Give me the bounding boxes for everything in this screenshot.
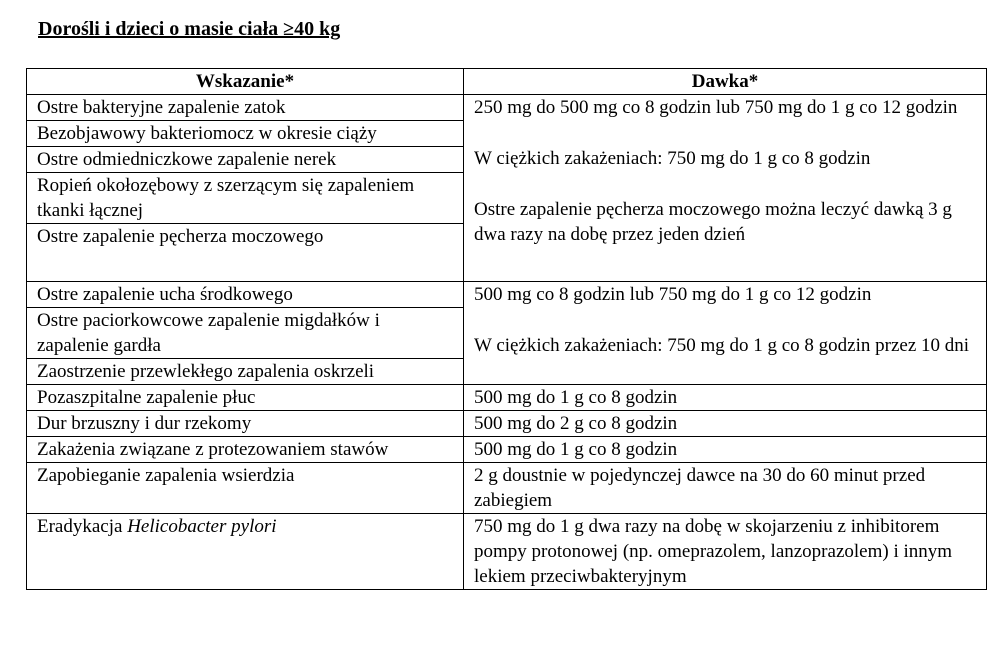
dose-cell: 500 mg do 1 g co 8 godzin: [464, 437, 987, 463]
indication-cell: Bezobjawowy bakteriomocz w okresie ciąży: [27, 121, 464, 147]
indication-cell: Ostre zapalenie ucha środkowego: [27, 282, 464, 308]
indication-cell: Dur brzuszny i dur rzekomy: [27, 411, 464, 437]
table-row: [27, 411, 987, 437]
indication-prefix: Eradykacja: [37, 516, 128, 537]
dose-line: Ostre zapalenie pęcherza moczowego można leczyć dawką 3 g dwa razy na dobę przez jeden dzień: [474, 199, 952, 245]
indication-cell: Ropień okołozębowy z szerzącym się zapaleniem tkanki łącznej: [27, 173, 464, 224]
dose-cell-group2: [464, 282, 987, 385]
header-dose: Dawka*: [464, 69, 987, 95]
section-heading: Dorośli i dzieci o masie ciała ≥40 kg: [38, 18, 341, 40]
dose-cell-group1: [464, 95, 987, 282]
table-row: [27, 463, 987, 514]
indication-cell: Ostre paciorkowcowe zapalenie migdałków i zapalenie gardła: [27, 308, 464, 359]
dose-cell: 500 mg do 2 g co 8 godzin: [464, 411, 987, 437]
dosage-table: [26, 68, 987, 590]
table-row: [27, 95, 987, 121]
dose-line: W ciężkich zakażeniach: 750 mg do 1 g co 8 godzin przez 10 dni: [474, 335, 970, 356]
table-row: [27, 514, 987, 590]
indication-cell: Zapobieganie zapalenia wsierdzia: [27, 463, 464, 514]
indication-cell: [27, 514, 464, 590]
indication-cell: Ostre zapalenie pęcherza moczowego: [27, 224, 464, 282]
dose-line: 500 mg co 8 godzin lub 750 mg do 1 g co 12 godzin: [474, 284, 872, 305]
dose-line: 250 mg do 500 mg co 8 godzin lub 750 mg do 1 g co 12 godzin: [474, 97, 958, 118]
dose-line: W ciężkich zakażeniach: 750 mg do 1 g co 8 godzin: [474, 148, 871, 169]
header-row: [27, 69, 987, 95]
indication-cell: Zaostrzenie przewlekłego zapalenia oskrzeli: [27, 359, 464, 385]
table-row: [27, 282, 987, 308]
indication-italic: Helicobacter pylori: [127, 516, 277, 537]
dose-cell: 750 mg do 1 g dwa razy na dobę w skojarzeniu z inhibitorem pompy protonowej (np. omeprazolem, lanzoprazolem) i innym lekiem przeciwbakteryjnym: [464, 514, 987, 590]
indication-cell: Ostre odmiedniczkowe zapalenie nerek: [27, 147, 464, 173]
table-row: [27, 385, 987, 411]
dose-cell: 2 g doustnie w pojedynczej dawce na 30 do 60 minut przed zabiegiem: [464, 463, 987, 514]
table-row: [27, 437, 987, 463]
indication-cell: Zakażenia związane z protezowaniem stawów: [27, 437, 464, 463]
indication-cell: Ostre bakteryjne zapalenie zatok: [27, 95, 464, 121]
indication-cell: Pozaszpitalne zapalenie płuc: [27, 385, 464, 411]
header-indication: Wskazanie*: [27, 69, 464, 95]
dose-cell: 500 mg do 1 g co 8 godzin: [464, 385, 987, 411]
